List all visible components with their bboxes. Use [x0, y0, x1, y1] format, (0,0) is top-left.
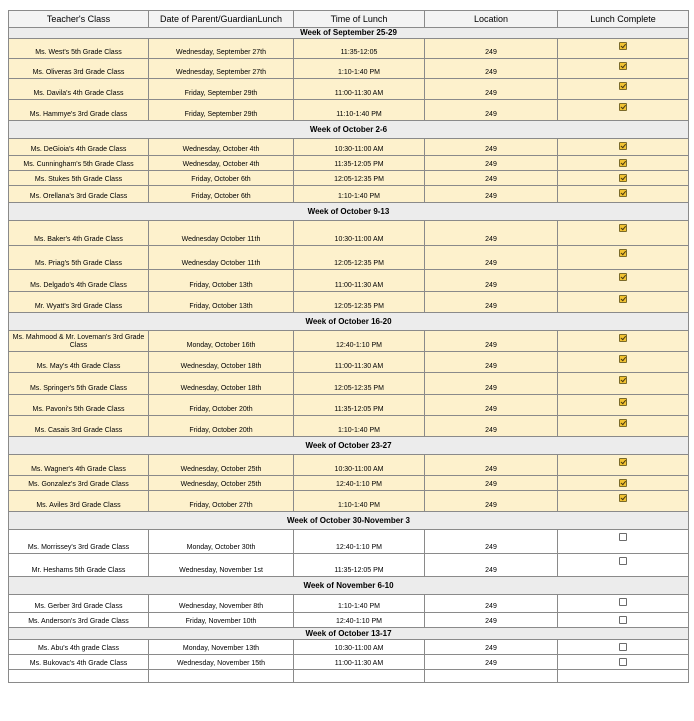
lunch-date-cell: Wednesday, November 1st	[149, 554, 294, 577]
location-cell: 249	[425, 455, 558, 476]
checked-checkbox[interactable]	[619, 334, 627, 342]
table-row	[9, 613, 689, 628]
week-title: Week of September 25-29	[9, 28, 689, 39]
table-row	[9, 491, 689, 512]
lunch-complete-cell	[558, 100, 689, 121]
checked-checkbox[interactable]	[619, 224, 627, 232]
teacher-class-cell: Ms. May's 4th Grade Class	[9, 352, 149, 373]
lunch-complete-cell	[558, 655, 689, 670]
lunch-date-cell: Wednesday, September 27th	[149, 59, 294, 79]
lunch-complete-cell	[558, 292, 689, 313]
lunch-complete-cell	[558, 530, 689, 554]
lunch-time-cell: 11:35-12:05	[294, 39, 425, 59]
table-row	[9, 39, 689, 59]
checked-checkbox[interactable]	[619, 458, 627, 466]
table-row	[9, 270, 689, 292]
lunch-time-cell: 1:10-1:40 PM	[294, 595, 425, 613]
lunch-complete-cell	[558, 171, 689, 186]
lunch-time-cell: 12:40-1:10 PM	[294, 613, 425, 628]
lunch-complete-cell	[558, 59, 689, 79]
table-row	[9, 352, 689, 373]
lunch-date-cell: Wednesday October 11th	[149, 246, 294, 270]
lunch-date-cell: Wednesday, October 4th	[149, 156, 294, 171]
unchecked-checkbox[interactable]	[619, 533, 627, 541]
location-cell: 249	[425, 292, 558, 313]
teacher-class-cell: Ms. Aviles 3rd Grade Class	[9, 491, 149, 512]
teacher-class-cell: Ms. Springer's 5th Grade Class	[9, 373, 149, 395]
lunch-time-cell: 12:05-12:35 PM	[294, 292, 425, 313]
location-cell: 249	[425, 530, 558, 554]
header-date: Date of Parent/GuardianLunch	[149, 11, 294, 28]
table-row	[9, 595, 689, 613]
checked-checkbox[interactable]	[619, 82, 627, 90]
location-cell: 249	[425, 416, 558, 437]
lunch-time-cell: 11:00-11:30 AM	[294, 79, 425, 100]
lunch-date-cell: Wednesday, October 25th	[149, 455, 294, 476]
week-title: Week of October 2-6	[9, 121, 689, 139]
checked-checkbox[interactable]	[619, 62, 627, 70]
lunch-date-cell: Friday, October 6th	[149, 186, 294, 203]
location-cell: 249	[425, 476, 558, 491]
table-row	[9, 395, 689, 416]
lunch-complete-cell	[558, 640, 689, 655]
lunch-time-cell: 10:30-11:00 AM	[294, 139, 425, 156]
week-header-row	[9, 628, 689, 640]
lunch-date-cell: Friday, October 13th	[149, 270, 294, 292]
teacher-class-cell: Ms. Priag's 5th Grade Class	[9, 246, 149, 270]
lunch-time-cell: 12:40-1:10 PM	[294, 476, 425, 491]
table-row	[9, 221, 689, 246]
teacher-class-cell: Ms. Bukovac's 4th Grade Class	[9, 655, 149, 670]
teacher-class-cell: Mr. Heshams 5th Grade Class	[9, 554, 149, 577]
location-cell: 249	[425, 331, 558, 352]
lunch-time-cell: 10:30-11:00 AM	[294, 221, 425, 246]
checked-checkbox[interactable]	[619, 273, 627, 281]
table-row	[9, 156, 689, 171]
lunch-complete-cell	[558, 221, 689, 246]
checked-checkbox[interactable]	[619, 355, 627, 363]
table-row	[9, 79, 689, 100]
table-row	[9, 530, 689, 554]
teacher-class-cell: Ms. Morrissey's 3rd Grade Class	[9, 530, 149, 554]
lunch-complete-cell	[558, 373, 689, 395]
teacher-class-cell: Ms. DeGioia's 4th Grade Class	[9, 139, 149, 156]
empty-cell	[149, 670, 294, 683]
lunch-complete-cell	[558, 416, 689, 437]
lunch-time-cell: 11:35-12:05 PM	[294, 395, 425, 416]
table-row	[9, 640, 689, 655]
lunch-complete-cell	[558, 270, 689, 292]
table-row	[9, 59, 689, 79]
checked-checkbox[interactable]	[619, 295, 627, 303]
lunch-complete-cell	[558, 79, 689, 100]
location-cell: 249	[425, 59, 558, 79]
table-row	[9, 246, 689, 270]
table-row	[9, 292, 689, 313]
lunch-time-cell: 11:35-12:05 PM	[294, 156, 425, 171]
empty-cell	[558, 670, 689, 683]
lunch-time-cell: 12:05-12:35 PM	[294, 246, 425, 270]
checked-checkbox[interactable]	[619, 398, 627, 406]
lunch-time-cell: 11:00-11:30 AM	[294, 270, 425, 292]
week-title: Week of October 30-November 3	[9, 512, 689, 530]
teacher-class-cell: Ms. Abu's 4th grade Class	[9, 640, 149, 655]
teacher-class-cell: Ms. Orellana's 3rd Grade Class	[9, 186, 149, 203]
lunch-time-cell: 12:40-1:10 PM	[294, 530, 425, 554]
lunch-time-cell: 12:05-12:35 PM	[294, 171, 425, 186]
lunch-date-cell: Friday, October 6th	[149, 171, 294, 186]
location-cell: 249	[425, 640, 558, 655]
unchecked-checkbox[interactable]	[619, 557, 627, 565]
table-row	[9, 655, 689, 670]
week-header-row	[9, 203, 689, 221]
lunch-date-cell: Wednesday October 11th	[149, 221, 294, 246]
lunch-time-cell: 1:10-1:40 PM	[294, 491, 425, 512]
unchecked-checkbox[interactable]	[619, 616, 627, 624]
table-row	[9, 186, 689, 203]
teacher-class-cell: Ms. Pavoni's 5th Grade Class	[9, 395, 149, 416]
lunch-time-cell: 11:00-11:30 AM	[294, 655, 425, 670]
lunch-time-cell: 12:40-1:10 PM	[294, 331, 425, 352]
teacher-class-cell: Ms. Cunningham's 5th Grade Class	[9, 156, 149, 171]
lunch-complete-cell	[558, 352, 689, 373]
location-cell: 249	[425, 655, 558, 670]
empty-cell	[425, 670, 558, 683]
lunch-complete-cell	[558, 613, 689, 628]
lunch-date-cell: Monday, October 16th	[149, 331, 294, 352]
teacher-class-cell: Ms. Gonzalez's 3rd Grade Class	[9, 476, 149, 491]
location-cell: 249	[425, 595, 558, 613]
header-lunch-complete: Lunch Complete	[558, 11, 689, 28]
teacher-class-cell: Ms. Casais 3rd Grade Class	[9, 416, 149, 437]
location-cell: 249	[425, 491, 558, 512]
week-header-row	[9, 512, 689, 530]
teacher-class-cell: Ms. Wagner's 4th Grade Class	[9, 455, 149, 476]
teacher-class-cell: Ms. Davila's 4th Grade Class	[9, 79, 149, 100]
header-time: Time of Lunch	[294, 11, 425, 28]
table-row	[9, 554, 689, 577]
week-header-row	[9, 28, 689, 39]
location-cell: 249	[425, 156, 558, 171]
lunch-date-cell: Wednesday, October 4th	[149, 139, 294, 156]
empty-cell	[294, 670, 425, 683]
teacher-class-cell: Ms. Delgado's 4th Grade Class	[9, 270, 149, 292]
lunch-date-cell: Wednesday, October 25th	[149, 476, 294, 491]
lunch-date-cell: Wednesday, October 18th	[149, 373, 294, 395]
lunch-complete-cell	[558, 595, 689, 613]
lunch-date-cell: Friday, November 10th	[149, 613, 294, 628]
checked-checkbox[interactable]	[619, 174, 627, 182]
table-row	[9, 416, 689, 437]
checked-checkbox[interactable]	[619, 42, 627, 50]
header-row	[9, 11, 689, 28]
location-cell: 249	[425, 270, 558, 292]
lunch-date-cell: Wednesday, November 15th	[149, 655, 294, 670]
table-row	[9, 171, 689, 186]
teacher-class-cell: Ms. Oliveras 3rd Grade Class	[9, 59, 149, 79]
lunch-date-cell: Wednesday, November 8th	[149, 595, 294, 613]
location-cell: 249	[425, 79, 558, 100]
lunch-time-cell: 12:05-12:35 PM	[294, 373, 425, 395]
lunch-time-cell: 1:10-1:40 PM	[294, 416, 425, 437]
location-cell: 249	[425, 373, 558, 395]
location-cell: 249	[425, 554, 558, 577]
lunch-complete-cell	[558, 491, 689, 512]
lunch-date-cell: Wednesday, October 18th	[149, 352, 294, 373]
location-cell: 249	[425, 39, 558, 59]
lunch-time-cell: 11:35-12:05 PM	[294, 554, 425, 577]
checked-checkbox[interactable]	[619, 376, 627, 384]
lunch-date-cell: Friday, October 27th	[149, 491, 294, 512]
location-cell: 249	[425, 139, 558, 156]
week-header-row	[9, 437, 689, 455]
lunch-time-cell: 1:10-1:40 PM	[294, 59, 425, 79]
header-teacher-class: Teacher's Class	[9, 11, 149, 28]
week-header-row	[9, 121, 689, 139]
lunch-complete-cell	[558, 39, 689, 59]
teacher-class-cell: Ms. Baker's 4th Grade Class	[9, 221, 149, 246]
checked-checkbox[interactable]	[619, 494, 627, 502]
location-cell: 249	[425, 352, 558, 373]
week-title: Week of November 6-10	[9, 577, 689, 595]
table-row	[9, 455, 689, 476]
location-cell: 249	[425, 171, 558, 186]
teacher-class-cell: Ms. Stukes 5th Grade Class	[9, 171, 149, 186]
table-row	[9, 331, 689, 352]
empty-cell	[9, 670, 149, 683]
lunch-time-cell: 10:30-11:00 AM	[294, 640, 425, 655]
checked-checkbox[interactable]	[619, 142, 627, 150]
lunch-complete-cell	[558, 395, 689, 416]
table-row	[9, 100, 689, 121]
location-cell: 249	[425, 186, 558, 203]
lunch-date-cell: Monday, November 13th	[149, 640, 294, 655]
teacher-class-cell: Ms. Mahmood & Mr. Loveman's 3rd Grade Class	[9, 331, 149, 352]
location-cell: 249	[425, 221, 558, 246]
table-row	[9, 139, 689, 156]
location-cell: 249	[425, 246, 558, 270]
lunch-date-cell: Wednesday, September 27th	[149, 39, 294, 59]
lunch-date-cell: Friday, October 20th	[149, 416, 294, 437]
checked-checkbox[interactable]	[619, 189, 627, 197]
teacher-class-cell: Mr. Wyatt's 3rd Grade Class	[9, 292, 149, 313]
lunch-date-cell: Friday, September 29th	[149, 79, 294, 100]
lunch-schedule-table	[8, 10, 689, 683]
week-title: Week of October 23-27	[9, 437, 689, 455]
location-cell: 249	[425, 395, 558, 416]
lunch-complete-cell	[558, 455, 689, 476]
lunch-complete-cell	[558, 554, 689, 577]
lunch-time-cell: 11:10-1:40 PM	[294, 100, 425, 121]
empty-row	[9, 670, 689, 683]
checked-checkbox[interactable]	[619, 159, 627, 167]
location-cell: 249	[425, 613, 558, 628]
checked-checkbox[interactable]	[619, 479, 627, 487]
lunch-complete-cell	[558, 476, 689, 491]
week-title: Week of October 9-13	[9, 203, 689, 221]
lunch-complete-cell	[558, 139, 689, 156]
checked-checkbox[interactable]	[619, 249, 627, 257]
lunch-date-cell: Friday, September 29th	[149, 100, 294, 121]
lunch-date-cell: Friday, October 20th	[149, 395, 294, 416]
teacher-class-cell: Ms. Hammye's 3rd Grade class	[9, 100, 149, 121]
teacher-class-cell: Ms. Gerber 3rd Grade Class	[9, 595, 149, 613]
lunch-time-cell: 10:30-11:00 AM	[294, 455, 425, 476]
week-title: Week of October 13-17	[9, 628, 689, 640]
lunch-complete-cell	[558, 331, 689, 352]
lunch-time-cell: 1:10-1:40 PM	[294, 186, 425, 203]
schedule-body	[9, 28, 689, 683]
unchecked-checkbox[interactable]	[619, 643, 627, 651]
checked-checkbox[interactable]	[619, 419, 627, 427]
table-row	[9, 373, 689, 395]
header-location: Location	[425, 11, 558, 28]
week-header-row	[9, 313, 689, 331]
unchecked-checkbox[interactable]	[619, 658, 627, 666]
lunch-date-cell: Friday, October 13th	[149, 292, 294, 313]
week-title: Week of October 16-20	[9, 313, 689, 331]
location-cell: 249	[425, 100, 558, 121]
checked-checkbox[interactable]	[619, 103, 627, 111]
unchecked-checkbox[interactable]	[619, 598, 627, 606]
lunch-complete-cell	[558, 156, 689, 171]
lunch-time-cell: 11:00-11:30 AM	[294, 352, 425, 373]
lunch-complete-cell	[558, 246, 689, 270]
lunch-complete-cell	[558, 186, 689, 203]
week-header-row	[9, 577, 689, 595]
teacher-class-cell: Ms. West's 5th Grade Class	[9, 39, 149, 59]
teacher-class-cell: Ms. Anderson's 3rd Grade Class	[9, 613, 149, 628]
table-row	[9, 476, 689, 491]
lunch-date-cell: Monday, October 30th	[149, 530, 294, 554]
